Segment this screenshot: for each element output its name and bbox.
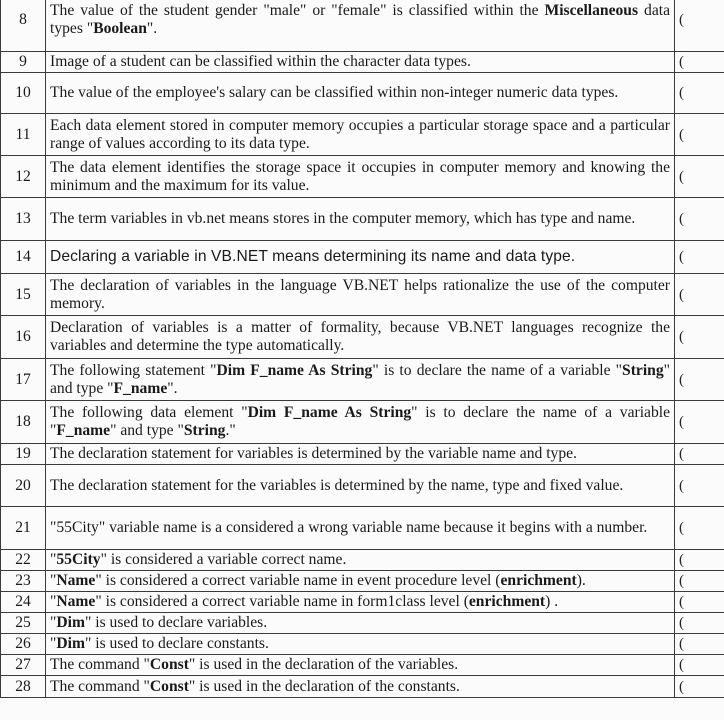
question-statement: "Dim" is used to declare constants. xyxy=(46,634,675,655)
question-number: 24 xyxy=(1,592,46,613)
question-number: 20 xyxy=(1,465,46,507)
question-row-21 xyxy=(1,507,724,550)
question-number: 25 xyxy=(1,613,46,634)
answer-blank[interactable]: ( xyxy=(675,316,724,359)
question-statement: The declaration of variables in the language VB.NET helps rationalize the use of the computer memory. xyxy=(46,274,675,316)
question-number: 9 xyxy=(1,52,46,73)
answer-blank[interactable]: ( xyxy=(675,274,724,316)
question-statement: The following data element "Dim F_name As String" is to declare the name of a variable "F_name" and type "String." xyxy=(46,401,675,444)
question-row-24 xyxy=(1,592,724,613)
question-statement: Declaring a variable in VB.NET means determining its name and data type. xyxy=(46,241,675,274)
question-row-25 xyxy=(1,613,724,634)
question-statement: "Dim" is used to declare variables. xyxy=(46,613,675,634)
question-number: 11 xyxy=(1,114,46,156)
answer-blank[interactable]: ( xyxy=(675,655,724,676)
question-number: 17 xyxy=(1,359,46,401)
answer-blank[interactable]: ( xyxy=(675,241,724,274)
question-row-11 xyxy=(1,114,724,156)
question-row-14 xyxy=(1,241,724,274)
question-row-16 xyxy=(1,316,724,359)
question-number: 27 xyxy=(1,655,46,676)
question-statement: "55City" variable name is a considered a wrong variable name because it begins with a number. xyxy=(46,507,675,550)
questions-table-body xyxy=(1,0,724,698)
question-row-15 xyxy=(1,274,724,316)
answer-blank[interactable]: ( xyxy=(675,444,724,465)
answer-blank[interactable]: ( xyxy=(675,156,724,198)
question-number: 16 xyxy=(1,316,46,359)
question-row-22 xyxy=(1,550,724,571)
answer-blank[interactable]: ( xyxy=(675,73,724,114)
question-number: 19 xyxy=(1,444,46,465)
question-row-20 xyxy=(1,465,724,507)
question-statement: "55City" is considered a variable correct name. xyxy=(46,550,675,571)
question-statement: Declaration of variables is a matter of formality, because VB.NET languages recognize the variables and determine the type automatically. xyxy=(46,316,675,359)
question-number: 12 xyxy=(1,156,46,198)
question-statement: The following statement "Dim F_name As String" is to declare the name of a variable "String" and type "F_name". xyxy=(46,359,675,401)
answer-blank[interactable]: ( xyxy=(675,0,724,52)
question-number: 14 xyxy=(1,241,46,274)
question-number: 26 xyxy=(1,634,46,655)
answer-blank[interactable]: ( xyxy=(675,571,724,592)
question-number: 8 xyxy=(1,0,46,52)
question-statement: "Name" is considered a correct variable name in event procedure level (enrichment). xyxy=(46,571,675,592)
question-row-18 xyxy=(1,401,724,444)
question-statement: Each data element stored in computer memory occupies a particular storage space and a particular range of values according to its data type. xyxy=(46,114,675,156)
answer-blank[interactable]: ( xyxy=(675,592,724,613)
question-row-28 xyxy=(1,676,724,698)
question-statement: The value of the student gender "male" or "female" is classified within the Miscellaneous data types "Boolean". xyxy=(46,0,675,52)
question-number: 28 xyxy=(1,676,46,698)
question-row-9 xyxy=(1,52,724,73)
question-statement: The term variables in vb.net means stores in the computer memory, which has type and name. xyxy=(46,198,675,241)
question-statement: The command "Const" is used in the declaration of the constants. xyxy=(46,676,675,698)
question-row-19 xyxy=(1,444,724,465)
question-number: 10 xyxy=(1,73,46,114)
answer-blank[interactable]: ( xyxy=(675,359,724,401)
question-row-10 xyxy=(1,73,724,114)
question-statement: The data element identifies the storage space it occupies in computer memory and knowing the minimum and the maximum for its value. xyxy=(46,156,675,198)
answer-blank[interactable]: ( xyxy=(675,634,724,655)
answer-blank[interactable]: ( xyxy=(675,613,724,634)
answer-blank[interactable]: ( xyxy=(675,52,724,73)
question-statement: The declaration statement for variables is determined by the variable name and type. xyxy=(46,444,675,465)
question-row-26 xyxy=(1,634,724,655)
question-number: 21 xyxy=(1,507,46,550)
answer-blank[interactable]: ( xyxy=(675,550,724,571)
question-row-12 xyxy=(1,156,724,198)
question-number: 23 xyxy=(1,571,46,592)
answer-blank[interactable]: ( xyxy=(675,114,724,156)
question-number: 18 xyxy=(1,401,46,444)
question-number: 15 xyxy=(1,274,46,316)
answer-blank[interactable]: ( xyxy=(675,507,724,550)
answer-blank[interactable]: ( xyxy=(675,676,724,698)
question-row-8 xyxy=(1,0,724,52)
question-row-27 xyxy=(1,655,724,676)
question-statement: "Name" is considered a correct variable name in form1class level (enrichment) . xyxy=(46,592,675,613)
question-row-23 xyxy=(1,571,724,592)
question-statement: Image of a student can be classified within the character data types. xyxy=(46,52,675,73)
answer-blank[interactable]: ( xyxy=(675,198,724,241)
question-number: 13 xyxy=(1,198,46,241)
answer-blank[interactable]: ( xyxy=(675,465,724,507)
question-statement: The declaration statement for the variables is determined by the name, type and fixed value. xyxy=(46,465,675,507)
question-number: 22 xyxy=(1,550,46,571)
question-row-17 xyxy=(1,359,724,401)
question-statement: The command "Const" is used in the declaration of the variables. xyxy=(46,655,675,676)
answer-blank[interactable]: ( xyxy=(675,401,724,444)
question-statement: The value of the employee's salary can be classified within non-integer numeric data types. xyxy=(46,73,675,114)
question-row-13 xyxy=(1,198,724,241)
